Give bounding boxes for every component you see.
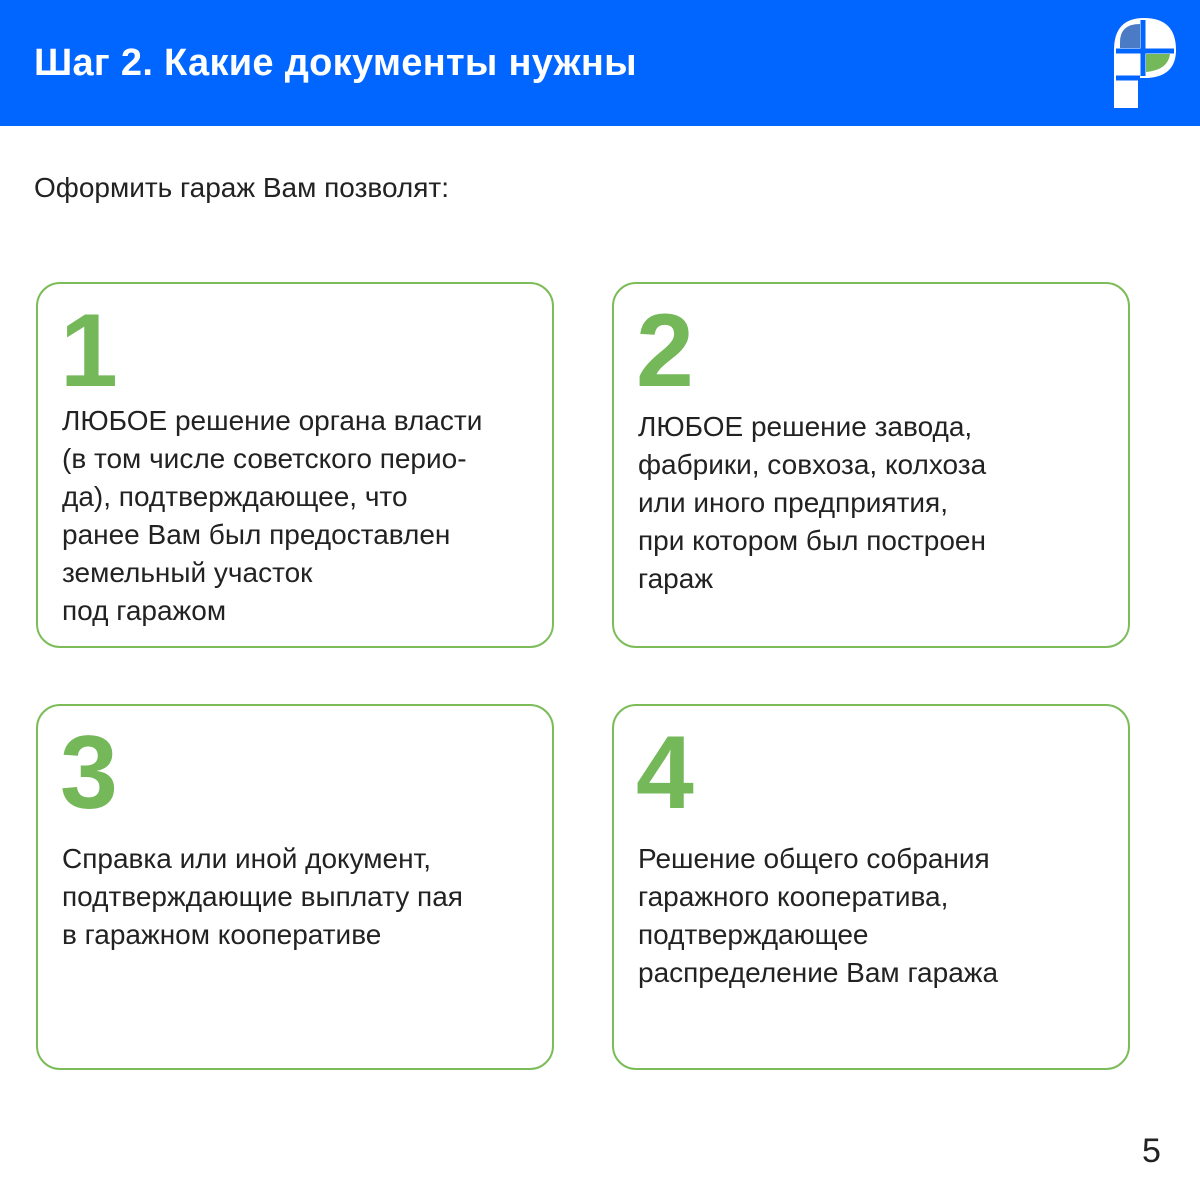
card-line: земельный участок [62, 557, 313, 588]
card-number: 4 [636, 715, 694, 831]
intro-text: Оформить гараж Вам позволят: [34, 172, 450, 203]
header-bar [0, 0, 1200, 126]
card-line: (в том числе советского перио- [62, 443, 467, 474]
rosreestr-logo-icon [1104, 12, 1180, 112]
document-card-1 [36, 282, 554, 648]
card-description [638, 840, 1118, 992]
card-line: или иного предприятия, [638, 487, 948, 518]
card-line: подтверждающее [638, 919, 869, 950]
document-card-3 [36, 704, 554, 1070]
card-line: ЛЮБОЕ решение органа власти [62, 405, 483, 436]
card-number: 3 [60, 715, 118, 831]
card-line: Справка или иной документ, [62, 843, 432, 874]
card-line: фабрики, совхоза, колхоза [638, 449, 987, 480]
page-number: 5 [1142, 1132, 1161, 1170]
card-line: при котором был построен [638, 525, 986, 556]
document-card-2 [612, 282, 1130, 648]
card-line: в гаражном кооперативе [62, 919, 382, 950]
page-title: Шаг 2. Какие документы нужны [34, 42, 637, 84]
card-line: гаражного кооператива, [638, 881, 949, 912]
document-card-4 [612, 704, 1130, 1070]
card-line: распределение Вам гаража [638, 957, 999, 988]
card-line: гараж [638, 563, 714, 594]
card-description [62, 840, 542, 954]
card-number: 1 [60, 293, 118, 409]
card-number: 2 [636, 293, 694, 409]
card-line: да), подтверждающее, что [62, 481, 408, 512]
card-line: под гаражом [62, 595, 227, 626]
card-line: Решение общего собрания [638, 843, 990, 874]
card-line: ранее Вам был предоставлен [62, 519, 451, 550]
card-description [638, 408, 1118, 598]
card-description [62, 402, 542, 630]
card-line: подтверждающие выплату пая [62, 881, 463, 912]
card-line: ЛЮБОЕ решение завода, [638, 411, 973, 442]
